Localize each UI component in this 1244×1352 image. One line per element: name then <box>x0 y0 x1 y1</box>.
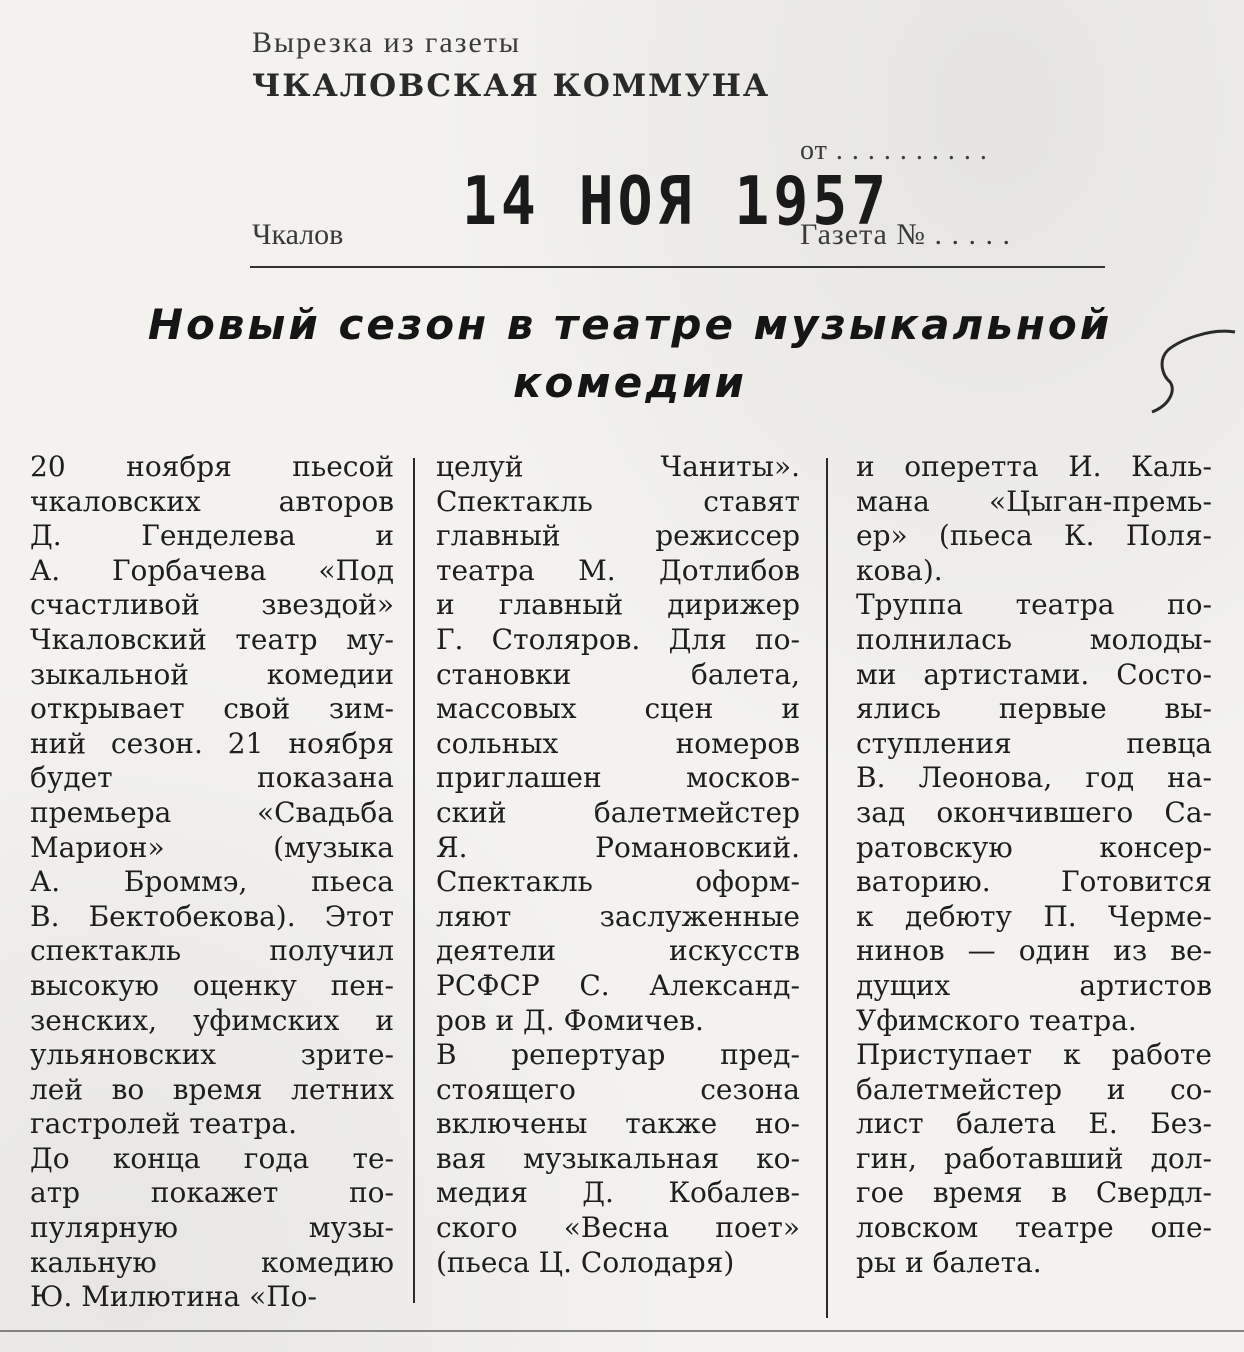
article-text-line: ваторию. Готовится <box>856 865 1212 899</box>
article-text-line: ляют заслуженные <box>436 899 800 933</box>
article-text-line: и главный дирижер <box>436 588 800 622</box>
article-text-line: гастролей театра. <box>30 1107 297 1141</box>
article-text-line: 20 ноября пьесой <box>30 450 394 483</box>
clipping-label: Вырезка из газеты <box>252 26 522 59</box>
article-text-line: главный режиссер <box>436 519 800 553</box>
article-text-line: Г. Столяров. Для по- <box>436 622 800 656</box>
article-text-line: зыкальной комедии <box>30 657 394 691</box>
article-text-line: лист балета Е. Без- <box>856 1107 1212 1141</box>
article-text-line: ский балетмейстер <box>436 795 800 829</box>
article-text-line: открывает свой зим- <box>30 692 394 726</box>
article-text-line: гое время в Свердл- <box>856 1176 1212 1210</box>
article-text-line: становки балета, <box>436 657 800 691</box>
newspaper-name: ЧКАЛОВСКАЯ КОММУНА <box>252 68 771 104</box>
article-text-line: Ю. Милютина «По- <box>30 1280 317 1314</box>
article-text-line: театра М. Дотлибов <box>436 553 800 587</box>
date-field-label: от . . . . . . . . . . <box>800 135 988 166</box>
article-text-line: стоящего сезона <box>436 1072 800 1106</box>
column-divider <box>413 458 415 1303</box>
article-text-line: гин, работавший дол- <box>856 1141 1212 1175</box>
article-text-line: кальную комедию <box>30 1245 394 1279</box>
article-text-line: счастливой звездой» <box>30 588 394 622</box>
article-text-line: В. Бектобекова). Этот <box>30 899 394 933</box>
article-text-line: лей во время летних <box>30 1072 394 1106</box>
article-title-line-1: Новый сезон в театре музыкальной <box>147 300 1113 349</box>
date-stamp: 14 НОЯ 1957 <box>462 162 891 241</box>
article-text-line: ры и балета. <box>856 1245 1042 1279</box>
article-text-line: пулярную музы- <box>30 1211 394 1245</box>
article-text-line: приглашен москов- <box>436 761 800 795</box>
article-text-line: целуй Чаниты». <box>436 450 800 483</box>
article-text-line: дущих артистов <box>856 968 1212 1002</box>
article-text-line: В. Леонова, год на- <box>856 761 1212 795</box>
article-text-line: нинов — один из ве- <box>856 934 1212 968</box>
article-text-line: Приступает к работе <box>856 1038 1212 1072</box>
article-text-line: ского «Весна поет» <box>436 1211 800 1245</box>
article-text-line: Спектакль ставят <box>436 484 800 518</box>
issue-number-label: Газета № . . . . . <box>800 218 1011 251</box>
article-text-line: Д. Генделева и <box>30 519 394 553</box>
article-text-line: высокую оценку пен- <box>30 968 394 1002</box>
city-label: Чкалов <box>252 218 344 251</box>
article-text-line: балетмейстер и со- <box>856 1072 1212 1106</box>
article-text-line: чкаловских авторов <box>30 484 394 518</box>
article-text-line: и оперетта И. Каль- <box>856 450 1212 483</box>
article-text-line: спектакль получил <box>30 934 394 968</box>
article-text-line: (пьеса Ц. Солодаря) <box>436 1245 735 1279</box>
article-text-line: медия Д. Кобалев- <box>436 1176 800 1210</box>
pencil-mark-icon <box>1140 320 1240 420</box>
article-text-line: Марион» (музыка <box>30 830 394 864</box>
article-text-line: Чкаловский театр му- <box>30 622 394 656</box>
article-column-2 <box>436 450 800 1280</box>
column-divider <box>826 458 828 1318</box>
article-text-line: В репертуар пред- <box>436 1038 800 1072</box>
article-title <box>100 296 1160 412</box>
bottom-rule <box>0 1330 1244 1332</box>
article-text-line: ний сезон. 21 ноября <box>30 726 394 760</box>
article-text-line: ми артистами. Состо- <box>856 657 1212 691</box>
article-text-line: Спектакль оформ- <box>436 865 800 899</box>
article-text-line: полнилась молоды- <box>856 622 1212 656</box>
article-text-line: А. Броммэ, пьеса <box>30 865 394 899</box>
article-text-line: ловском театре опе- <box>856 1211 1212 1245</box>
article-text-line: ратовскую консер- <box>856 830 1212 864</box>
article-text-line: ульяновских зрите- <box>30 1038 394 1072</box>
article-text-line: До конца года те- <box>30 1141 394 1175</box>
article-text-line: кова). <box>856 553 943 587</box>
article-text-line: атр покажет по- <box>30 1176 394 1210</box>
article-text-line: ступления певца <box>856 726 1212 760</box>
article-text-line: будет показана <box>30 761 394 795</box>
article-text-line: А. Горбачева «Под <box>30 553 394 587</box>
article-text-line: ер» (пьеса К. Поля- <box>856 519 1212 553</box>
article-text-line: Уфимского театра. <box>856 1003 1137 1037</box>
article-text-line: премьера «Свадьба <box>30 795 394 829</box>
article-text-line: включены также но- <box>436 1107 800 1141</box>
article-text-line: вая музыкальная ко- <box>436 1141 800 1175</box>
article-text-line: сольных номеров <box>436 726 800 760</box>
article-text-line: ров и Д. Фомичев. <box>436 1003 704 1037</box>
article-column-1 <box>30 450 394 1315</box>
article-title-line-2: комедии <box>513 358 747 407</box>
header-rule <box>250 266 1105 268</box>
article-text-line: Труппа театра по- <box>856 588 1212 622</box>
article-column-3 <box>856 450 1212 1280</box>
article-text-line: зад окончившего Са- <box>856 795 1212 829</box>
article-text-line: Я. Романовский. <box>436 830 800 864</box>
article-text-line: деятели искусств <box>436 934 800 968</box>
article-text-line: РСФСР С. Александ- <box>436 968 800 1002</box>
article-text-line: ялись первые вы- <box>856 692 1212 726</box>
article-text-line: зенских, уфимских и <box>30 1003 394 1037</box>
article-text-line: к дебюту П. Черме- <box>856 899 1212 933</box>
article-text-line: мана «Цыган-премь- <box>856 484 1212 518</box>
article-text-line: массовых сцен и <box>436 692 800 726</box>
